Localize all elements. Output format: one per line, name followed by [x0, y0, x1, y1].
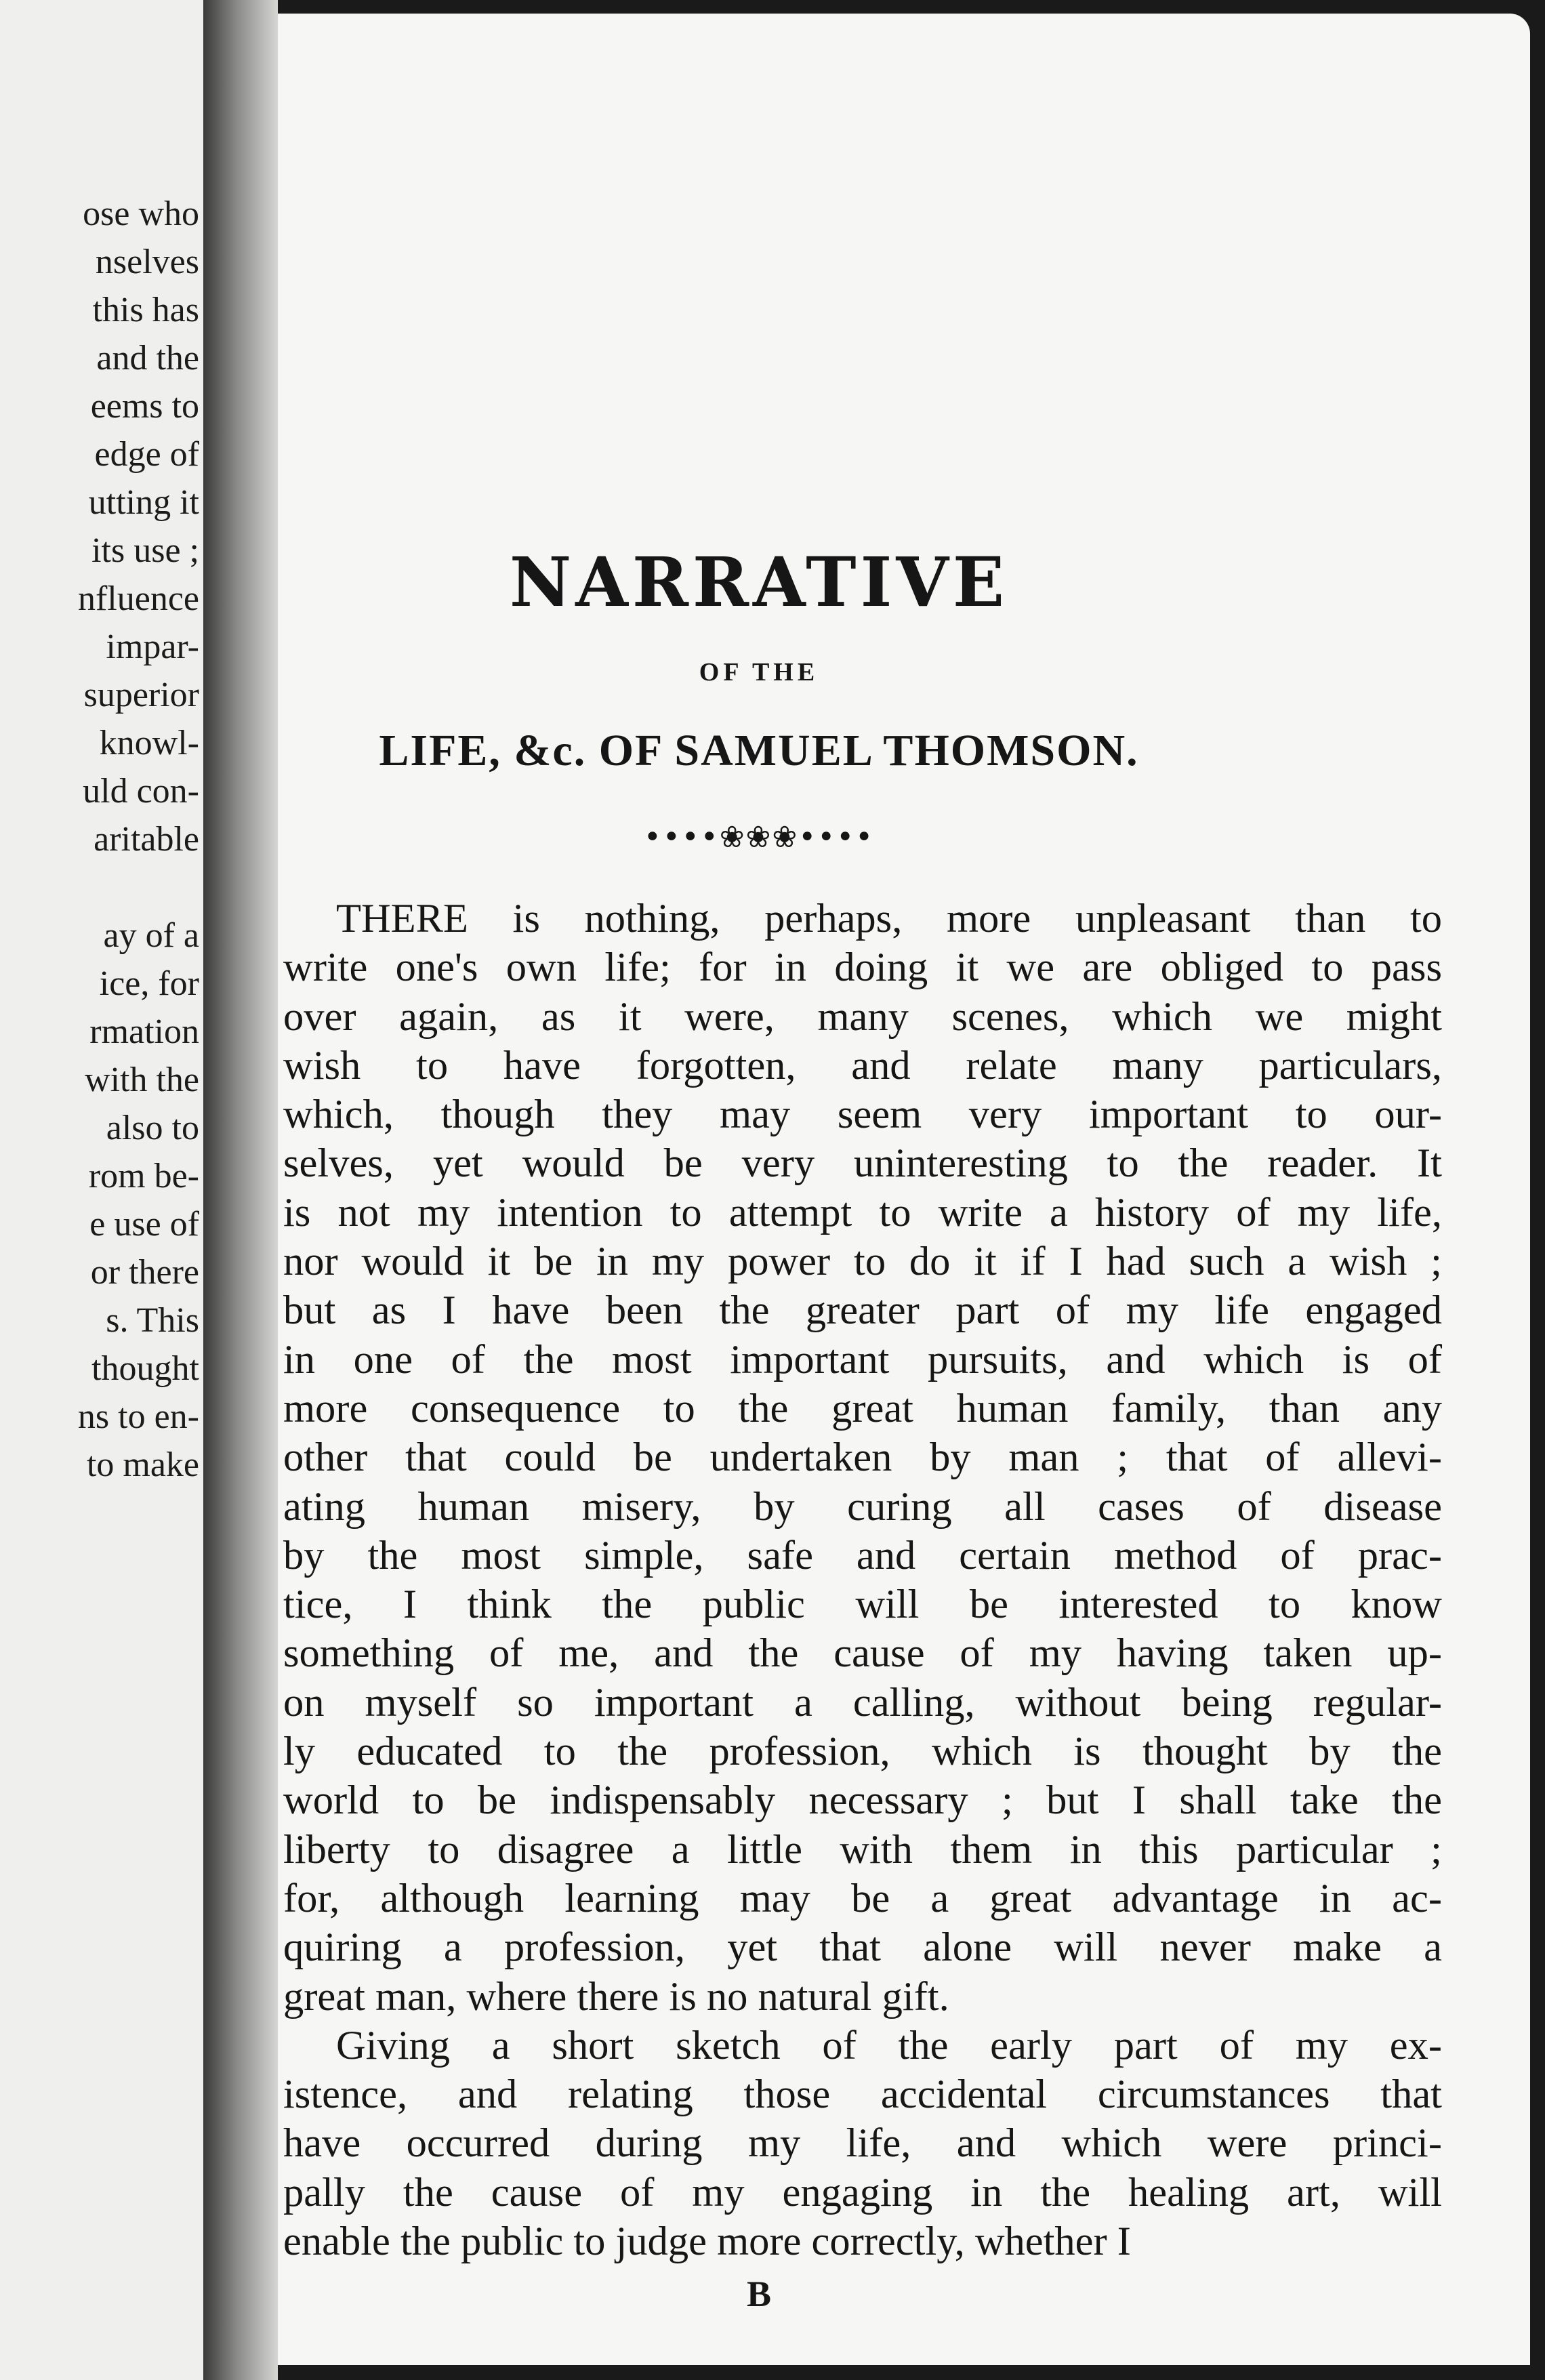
left-page-line: knowl- — [99, 724, 199, 762]
left-page-text — [0, 190, 199, 1489]
body-line: nor would it be in my power to do it if I had such a wish ; — [283, 1239, 1442, 1285]
body-line: over again, as it were, many scenes, which we might — [283, 993, 1442, 1040]
title-connector: OF THE — [699, 658, 819, 686]
page-title: NARRATIVE — [509, 542, 1009, 622]
left-page-line: rom be- — [88, 1157, 199, 1195]
body-line: on myself so important a calling, without being regular- — [283, 1679, 1442, 1725]
left-page-line: and the — [96, 339, 199, 377]
body-line: enable the public to judge more correctly, whether I — [283, 2219, 1131, 2265]
body-line: other that could be undertaken by man ; that of allevi- — [283, 1435, 1442, 1481]
ornament-divider: ••••❀❀❀•••• — [643, 820, 875, 855]
left-page-line: superior — [83, 676, 199, 714]
left-page-line: impar- — [106, 628, 199, 666]
body-text — [278, 895, 1457, 2266]
left-page-line: also to — [106, 1109, 199, 1147]
body-line: write one's own life; for in doing it we are obliged to pass — [283, 945, 1442, 991]
left-page — [0, 0, 203, 2380]
body-line: THERE is nothing, perhaps, more unpleasant than to — [336, 896, 1442, 941]
body-line: Giving a short sketch of the early part of my ex- — [336, 2022, 1442, 2068]
body-line: something of me, and the cause of my having taken up- — [283, 1630, 1442, 1677]
body-line: for, although learning may be a great advantage in ac- — [283, 1875, 1442, 1921]
left-page-line: eems to — [90, 387, 199, 426]
body-line: pally the cause of my engaging in the healing art, will — [283, 2169, 1442, 2215]
body-line: istence, and relating those accidental circumstances that — [283, 2072, 1442, 2118]
body-line: quiring a profession, yet that alone will never make a — [283, 1925, 1442, 1971]
left-page-line: nfluence — [77, 579, 199, 618]
left-page-line: ns to en- — [77, 1397, 199, 1436]
body-line: but as I have been the greater part of my life engaged — [283, 1288, 1442, 1334]
body-line: great man, where there is no natural gift. — [283, 1973, 949, 2019]
left-page-line: to make — [86, 1445, 199, 1484]
left-page-line: uld con- — [83, 772, 199, 811]
body-line: which, though they may seem very important to our- — [283, 1092, 1442, 1138]
body-line: ly educated to the profession, which is thought by the — [283, 1729, 1442, 1775]
left-page-line: ay of a — [103, 916, 199, 955]
left-page-line: aritable — [94, 820, 199, 859]
left-page-line: ose who — [83, 194, 199, 233]
left-page-line: its use ; — [91, 531, 199, 570]
left-page-line: nselves — [95, 243, 199, 281]
left-page-line: rmation — [89, 1012, 199, 1051]
right-page — [278, 14, 1530, 2365]
left-page-line: ice, for — [99, 964, 199, 1003]
body-line: more consequence to the great human family, than any — [283, 1385, 1442, 1431]
left-page-line: thought — [91, 1349, 199, 1388]
body-line: tice, I think the public will be interested to know — [283, 1582, 1442, 1628]
left-page-line: or there — [90, 1253, 199, 1292]
body-line: liberty to disagree a little with them in this particular ; — [283, 1826, 1442, 1872]
body-line: ating human misery, by curing all cases of disease — [283, 1483, 1442, 1530]
book-gutter — [203, 0, 278, 2380]
body-line: wish to have forgotten, and relate many particulars, — [283, 1042, 1442, 1088]
body-line: is not my intention to attempt to write a history of my life, — [283, 1189, 1442, 1235]
body-line: have occurred during my life, and which were princi- — [283, 2120, 1442, 2167]
signature-mark: B — [746, 2274, 772, 2314]
left-page-line: utting it — [88, 483, 199, 522]
body-line: world to be indispensably necessary ; but I shall take the — [283, 1778, 1442, 1824]
body-line: by the most simple, safe and certain method of prac- — [283, 1532, 1442, 1578]
left-page-line: edge of — [94, 435, 199, 474]
body-line: selves, yet would be very uninteresting to the reader. It — [283, 1141, 1442, 1187]
left-page-line: with the — [85, 1061, 199, 1099]
left-page-line — [0, 863, 199, 911]
page-subtitle: LIFE, &c. OF SAMUEL THOMSON. — [379, 726, 1139, 775]
left-page-line: e use of — [89, 1205, 199, 1244]
left-page-line: s. This — [106, 1301, 199, 1340]
body-line: in one of the most important pursuits, and which is of — [283, 1336, 1442, 1382]
left-page-line: this has — [92, 291, 199, 329]
